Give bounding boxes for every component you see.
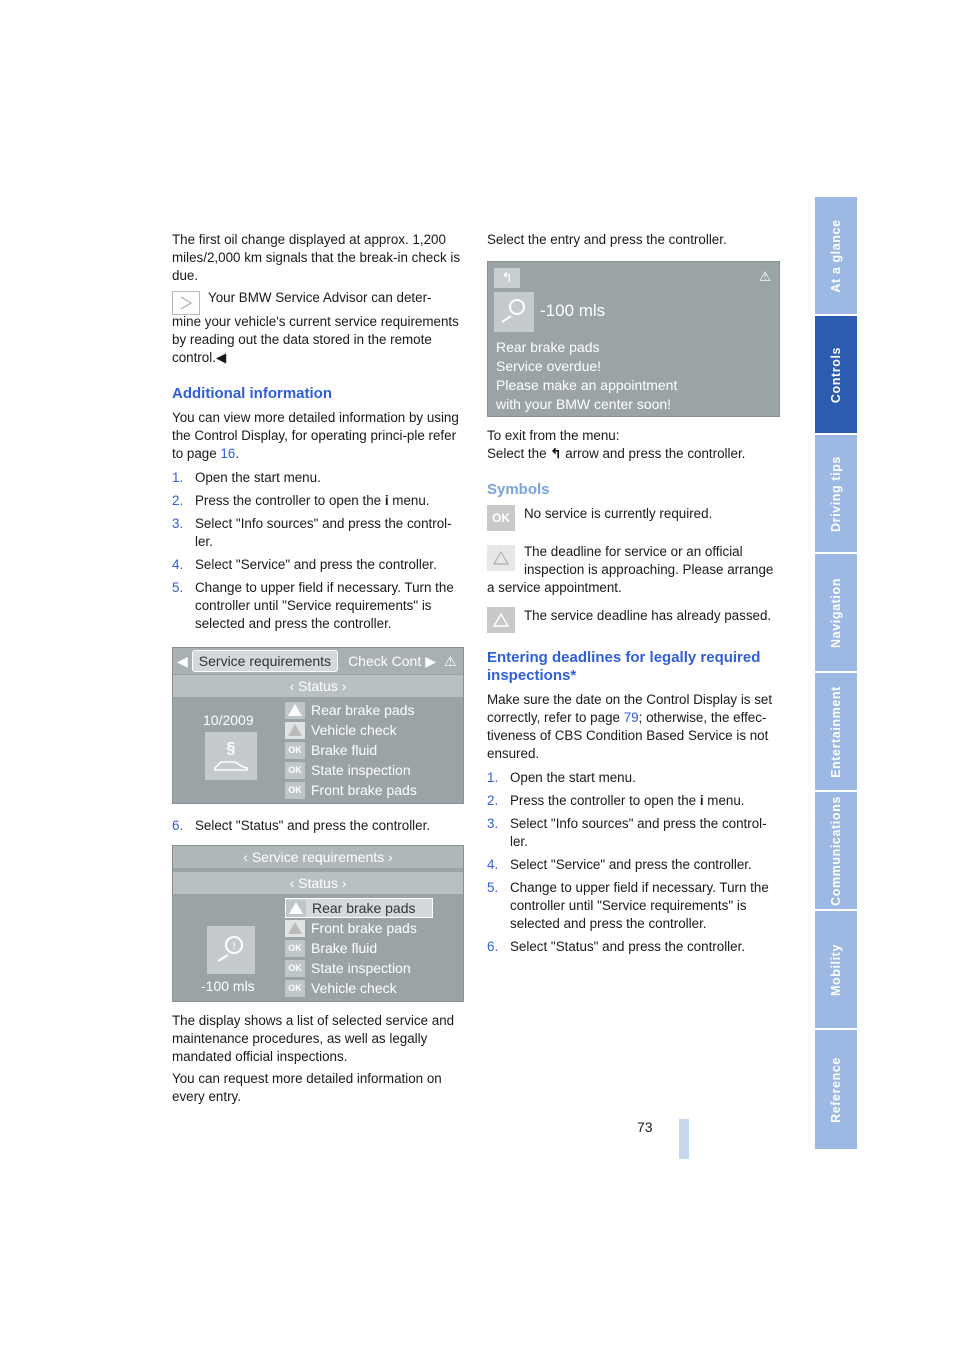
message-lines xyxy=(496,338,677,414)
additional-paragraph: You can view more detailed information by using the Control Display, for operating princi-ple refer to page 16. xyxy=(172,410,459,461)
symbol-description: The service deadline has already passed. xyxy=(524,608,772,623)
list-item[interactable]: Rear brake pads xyxy=(285,898,433,918)
symbol-approaching xyxy=(487,543,783,597)
svg-text:!: ! xyxy=(231,941,237,952)
tab-mobility[interactable]: Mobility xyxy=(815,911,857,1030)
note-line2: mine your vehicle's current service requirements by reading out the data stored in the remote control. xyxy=(172,314,459,365)
deadlines-paragraph: Make sure the date on the Control Display is set correctly, refer to page 79; otherwise, the effec-tiveness of CBS Condition Based Service is not ensured. xyxy=(487,692,773,761)
tab-at-a-glance[interactable]: At a glance xyxy=(815,197,857,316)
list-item[interactable]: OK Front brake pads xyxy=(285,780,417,800)
back-arrow-icon: ↰ xyxy=(550,446,562,461)
info-icon: i xyxy=(699,793,704,808)
mileage-readout: -100 mls xyxy=(201,978,255,994)
status-items-list xyxy=(285,898,433,998)
ok-icon: OK xyxy=(285,940,305,957)
warning-light-icon xyxy=(487,545,515,571)
service-items-list xyxy=(285,700,417,800)
list-item[interactable]: OK State inspection xyxy=(285,958,433,978)
left-arrow-icon: ◀ xyxy=(177,653,188,669)
list-item: 4. Select "Service" and press the controller. xyxy=(172,557,437,572)
tab-controls[interactable]: Controls xyxy=(815,316,857,435)
list-item[interactable]: OK Vehicle check xyxy=(285,978,433,998)
page-link-79[interactable]: 79 xyxy=(623,710,639,725)
message-line: Rear brake pads xyxy=(496,339,600,355)
list-item[interactable]: OK Brake fluid xyxy=(285,938,433,958)
closing-paragraph-2: You can request more detailed information on every entry. xyxy=(172,1071,442,1104)
mileage-readout: -100 mls xyxy=(540,301,606,320)
service-advisor-note xyxy=(172,289,464,367)
brake-icon xyxy=(494,292,534,332)
service-detail-screen xyxy=(487,261,780,417)
list-item: 5. Change to upper field if necessary. Turn the controller until "Service requirements" is selected and press the controller. xyxy=(487,880,769,931)
brake-icon xyxy=(207,926,255,974)
page-number: 73 xyxy=(637,1119,653,1135)
list-item: 2. Press the controller to open the i menu. xyxy=(487,793,745,808)
list-item: 5. Change to upper field if necessary. Turn the controller until "Service requirements" is selected and press the controller. xyxy=(172,580,454,631)
list-item[interactable]: Rear brake pads xyxy=(285,700,417,720)
message-line: Please make an appointment xyxy=(496,377,678,393)
heading-symbols: Symbols xyxy=(487,481,550,498)
list-item: 1. Open the start menu. xyxy=(487,770,636,785)
steps-list-left xyxy=(172,469,464,633)
ok-icon: OK xyxy=(285,960,305,977)
service-requirements-header[interactable]: ‹ Service requirements › xyxy=(243,849,393,865)
list-item: 6. Select "Status" and press the controller. xyxy=(172,818,431,833)
tab-bar xyxy=(173,648,463,674)
warning-icon xyxy=(487,607,515,633)
right-column xyxy=(487,231,783,961)
message-line: with your BMW center soon! xyxy=(496,396,672,412)
status-label[interactable]: ‹ Status › xyxy=(289,875,347,891)
status-bar xyxy=(173,872,463,894)
left-column xyxy=(172,231,464,1110)
tab-service-requirements[interactable]: Service requirements xyxy=(192,650,338,672)
tab-navigation[interactable]: Navigation xyxy=(815,554,857,673)
note-line1: Your BMW Service Advisor can deter- xyxy=(208,290,432,305)
warning-icon xyxy=(286,900,306,917)
inspection-car-icon: § xyxy=(205,732,257,780)
page-link-16[interactable]: 16 xyxy=(220,446,236,461)
warning-light-icon xyxy=(285,722,305,739)
intro-text: The first oil change displayed at approx. 1,200 miles/2,000 km signals that the break-in check is due. xyxy=(172,232,461,283)
list-item: 1. Open the start menu. xyxy=(172,470,321,485)
status-bar xyxy=(173,675,463,697)
info-warning-icon: ⚠ xyxy=(758,269,771,284)
list-item[interactable]: Front brake pads xyxy=(285,918,433,938)
status-screen xyxy=(172,845,464,1002)
list-item: 6. Select "Status" and press the controller. xyxy=(487,939,746,954)
message-line: Service overdue! xyxy=(496,358,602,374)
symbol-description: No service is currently required. xyxy=(524,506,713,521)
tab-communications[interactable]: Communications xyxy=(815,792,857,911)
note-arrow-icon xyxy=(172,291,200,315)
back-arrow-icon[interactable]: ↰ xyxy=(494,268,520,288)
screen1-date: 10/2009 xyxy=(203,712,254,728)
list-item: 4. Select "Service" and press the controller. xyxy=(487,857,752,872)
symbol-ok xyxy=(487,505,783,531)
ok-icon: OK xyxy=(487,505,515,531)
exit-line-2: Select the ↰ arrow and press the controller. xyxy=(487,446,746,461)
exit-line-1: To exit from the menu: xyxy=(487,428,620,443)
ok-icon: OK xyxy=(285,742,305,759)
status-label[interactable]: ‹ Status › xyxy=(289,678,347,694)
right-arrow-icon: ▶ xyxy=(425,653,436,669)
symbol-passed xyxy=(487,607,783,633)
header-bar xyxy=(173,846,463,868)
heading-deadlines: Entering deadlines for legally required inspections* xyxy=(487,649,761,684)
service-requirements-screen xyxy=(172,647,464,804)
page-marker xyxy=(679,1119,689,1159)
list-item: 3. Select "Info sources" and press the control-ler. xyxy=(172,516,452,549)
steps-list-right xyxy=(487,769,783,956)
ok-icon: OK xyxy=(285,782,305,799)
ok-icon: OK xyxy=(285,980,305,997)
select-entry-text: Select the entry and press the controller. xyxy=(487,232,727,247)
list-item: 3. Select "Info sources" and press the control-ler. xyxy=(487,816,767,849)
tab-entertainment[interactable]: Entertainment xyxy=(815,673,857,792)
heading-additional-information: Additional information xyxy=(172,385,332,402)
warning-icon xyxy=(285,702,305,719)
list-item[interactable]: OK State inspection xyxy=(285,760,417,780)
warning-icon: ⚠ xyxy=(444,653,457,669)
tab-reference[interactable]: Reference xyxy=(815,1030,857,1149)
info-icon: i xyxy=(384,493,389,508)
chapter-tabs xyxy=(815,197,857,1149)
list-item: 2. Press the controller to open the i menu. xyxy=(172,493,430,508)
symbol-description: The deadline for service or an official inspection is approaching. Please arrange a service appointment. xyxy=(487,544,774,595)
end-marker: ◀ xyxy=(215,350,227,365)
warning-light-icon xyxy=(285,920,305,937)
ok-icon: OK xyxy=(285,762,305,779)
step-6-left xyxy=(172,817,464,835)
tab-driving-tips[interactable]: Driving tips xyxy=(815,435,857,554)
closing-paragraph-1: The display shows a list of selected service and maintenance procedures, as well as legally mandated official inspections. xyxy=(172,1013,455,1064)
list-item[interactable]: OK Brake fluid xyxy=(285,740,417,760)
tab-check-control[interactable]: Check Cont xyxy=(348,653,422,669)
list-item[interactable]: Vehicle check xyxy=(285,720,417,740)
